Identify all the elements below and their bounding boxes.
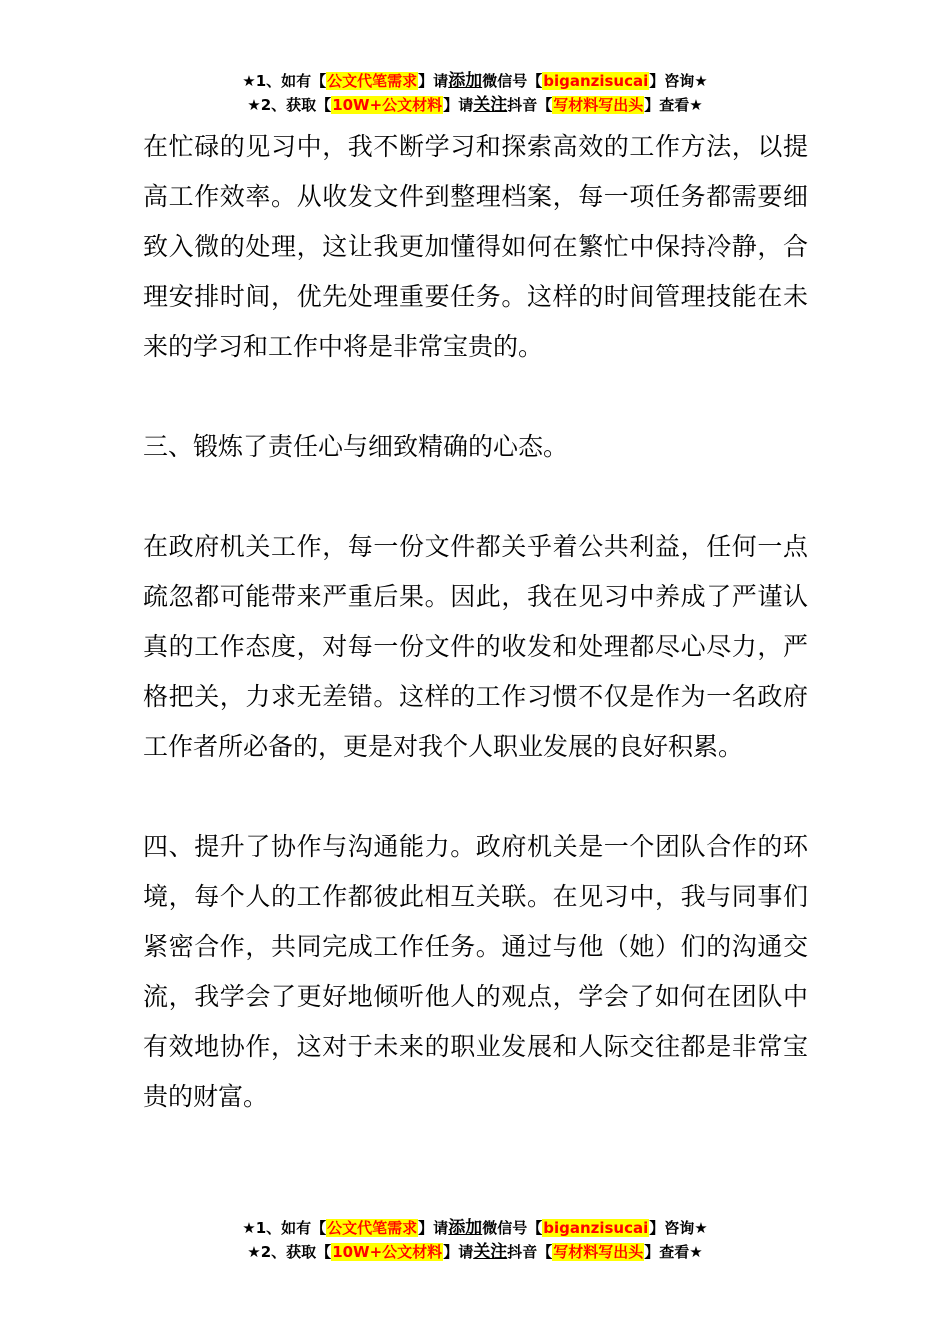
- banner-text: 】咨询★: [649, 1219, 708, 1237]
- wechat-id: biganzisucai: [543, 72, 649, 90]
- underlined-text: 关注: [473, 1242, 508, 1262]
- banner-text: 】请: [418, 1219, 449, 1237]
- banner-line-2: [0, 1240, 950, 1264]
- section-heading: 三、锻炼了责任心与细致精确的心态。: [143, 432, 569, 461]
- underlined-text: 添加: [448, 1218, 483, 1238]
- banner-text: 】咨询★: [649, 72, 708, 90]
- underlined-text: 关注: [473, 95, 508, 115]
- banner-text: 抖音【: [507, 96, 553, 114]
- paragraph: 在忙碌的见习中，我不断学习和探索高效的工作方法，以提高工作效率。从收发文件到整理档案，每一项任务都需要细致入微的处理，这让我更加懂得如何在繁忙中保持冷静，合理安排时间，优先处理重要任务。这样的时间管理技能在未来的学习和工作中将是非常宝贵的。: [143, 132, 808, 361]
- banner-text: 】查看★: [644, 1243, 703, 1261]
- paragraph: 四、提升了协作与沟通能力。政府机关是一个团队合作的环境，每个人的工作都彼此相互关联。在见习中，我与同事们紧密合作，共同完成工作任务。通过与他（她）们的沟通交流，我学会了更好地倾听他人的观点，学会了如何在团队中有效地协作，这对于未来的职业发展和人际交往都是非常宝贵的财富。: [143, 832, 808, 1111]
- banner-text: 】请: [418, 72, 449, 90]
- douyin-name: 写材料写出头: [553, 96, 644, 114]
- document-body: [143, 122, 808, 1122]
- banner-text: 】查看★: [644, 96, 703, 114]
- banner-text: 微信号【: [482, 1219, 543, 1237]
- banner-text: 】请: [443, 1243, 474, 1261]
- footer-banner: [0, 1216, 950, 1264]
- banner-text: ★1、如有【: [242, 1219, 327, 1237]
- banner-line-1: [0, 69, 950, 93]
- banner-text: ★2、获取【: [247, 96, 332, 114]
- wechat-id: biganzisucai: [543, 1219, 649, 1237]
- banner-text: ★2、获取【: [247, 1243, 332, 1261]
- banner-line-1: [0, 1216, 950, 1240]
- highlight-text: 公文代笔需求: [327, 72, 418, 90]
- douyin-name: 写材料写出头: [553, 1243, 644, 1261]
- header-banner: [0, 69, 950, 117]
- banner-text: 微信号【: [482, 72, 543, 90]
- banner-text: ★1、如有【: [242, 72, 327, 90]
- highlight-text: 10W+公文材料: [332, 1243, 443, 1261]
- paragraph: 在政府机关工作，每一份文件都关乎着公共利益，任何一点疏忽都可能带来严重后果。因此，我在见习中养成了严谨认真的工作态度，对每一份文件的收发和处理都尽心尽力，严格把关，力求无差错。这样的工作习惯不仅是作为一名政府工作者所必备的，更是对我个人职业发展的良好积累。: [143, 532, 808, 761]
- banner-text: 抖音【: [507, 1243, 553, 1261]
- banner-text: 】请: [443, 96, 474, 114]
- highlight-text: 公文代笔需求: [327, 1219, 418, 1237]
- banner-line-2: [0, 93, 950, 117]
- highlight-text: 10W+公文材料: [332, 96, 443, 114]
- underlined-text: 添加: [448, 71, 483, 91]
